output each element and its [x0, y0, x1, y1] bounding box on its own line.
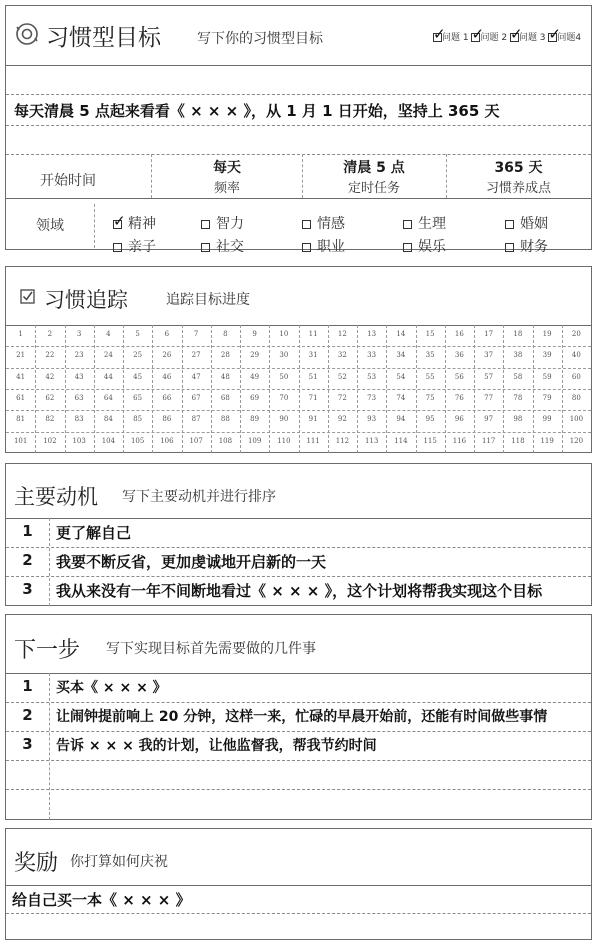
- tracking-day-cell[interactable]: 90: [279, 415, 289, 424]
- habit-tracking-card: [5, 266, 592, 453]
- tracking-day-cell[interactable]: 55: [425, 372, 435, 381]
- list-item-number: 1: [22, 677, 33, 695]
- tracking-day-cell[interactable]: 114: [394, 436, 408, 445]
- tracking-day-cell[interactable]: 2: [47, 330, 53, 338]
- checkbox-icon[interactable]: [403, 220, 412, 229]
- tracking-day-cell[interactable]: 13: [367, 330, 377, 338]
- tracking-day-cell[interactable]: 60: [571, 372, 581, 381]
- tracking-day-cell[interactable]: 21: [16, 351, 26, 360]
- tracking-day-cell[interactable]: 94: [396, 415, 406, 424]
- page-subtitle: 写下你的习惯型目标: [197, 31, 323, 47]
- domain-option[interactable]: [505, 213, 548, 233]
- list-item-number: 2: [22, 551, 33, 569]
- tracking-day-cell[interactable]: 64: [103, 394, 113, 402]
- checkbox-checked-icon[interactable]: [433, 33, 442, 42]
- tracking-day-cell[interactable]: 9: [252, 330, 257, 338]
- checkbox-icon[interactable]: [113, 243, 122, 252]
- tracking-day-cell[interactable]: 37: [484, 351, 494, 360]
- tracking-day-cell[interactable]: 95: [425, 415, 435, 424]
- tracking-day-cell[interactable]: 84: [103, 415, 113, 424]
- tracking-day-cell[interactable]: 56: [454, 372, 464, 381]
- tracking-day-cell[interactable]: 61: [16, 394, 26, 402]
- tracking-day-cell[interactable]: 41: [16, 372, 26, 381]
- tracking-day-cell[interactable]: 59: [542, 372, 552, 381]
- tracking-day-cell[interactable]: 10: [279, 330, 289, 338]
- tracking-day-cell[interactable]: 14: [396, 330, 406, 338]
- next-steps-card: [5, 614, 592, 820]
- tracking-day-cell[interactable]: 6: [164, 330, 170, 338]
- tracking-day-cell[interactable]: 89: [250, 415, 260, 424]
- tracking-day-cell[interactable]: 1: [18, 330, 23, 338]
- tracking-day-cell[interactable]: 69: [250, 394, 260, 402]
- tracking-day-cell[interactable]: 57: [484, 372, 494, 381]
- tracking-day-cell[interactable]: 33: [367, 351, 377, 360]
- tracking-day-cell[interactable]: 80: [571, 394, 581, 402]
- tracking-day-cell[interactable]: 71: [308, 394, 318, 402]
- tracking-day-cell[interactable]: 99: [542, 415, 552, 424]
- tracking-day-cell[interactable]: 120: [569, 436, 584, 445]
- tracking-day-cell[interactable]: 39: [542, 351, 552, 360]
- list-item-number: 3: [22, 735, 33, 753]
- refresh-cycle-icon: [14, 21, 40, 51]
- tracking-day-cell[interactable]: 44: [103, 372, 113, 381]
- tracking-day-cell[interactable]: 47: [191, 372, 201, 381]
- tracking-day-cell[interactable]: 28: [220, 351, 230, 360]
- domain-option-label: 精神: [128, 216, 156, 232]
- timer-value: 清晨 5 点: [343, 160, 405, 176]
- tracking-day-cell[interactable]: 101: [13, 436, 28, 445]
- tracking-day-cell[interactable]: 65: [133, 394, 143, 402]
- domain-option-label: 财务: [520, 239, 548, 255]
- domain-option[interactable]: [302, 213, 345, 233]
- tracking-day-cell[interactable]: 54: [396, 372, 406, 381]
- question-checklist: [433, 30, 581, 43]
- domain-option-label: 娱乐: [418, 239, 446, 255]
- next-steps-title: 下一步: [14, 638, 81, 663]
- domain-option[interactable]: [201, 213, 244, 233]
- tracking-day-cell[interactable]: 25: [133, 351, 143, 360]
- list-item-text: 我要不断反省，更加虔诚地开启新的一天: [56, 553, 327, 571]
- tracking-day-cell[interactable]: 119: [540, 436, 554, 445]
- tracking-day-cell[interactable]: 78: [513, 394, 523, 402]
- reward-title: 奖励: [14, 851, 59, 876]
- tracking-day-cell[interactable]: 35: [425, 351, 435, 360]
- domain-option[interactable]: [403, 213, 446, 233]
- tracking-day-cell[interactable]: 100: [569, 415, 584, 424]
- domain-option-label: 社交: [216, 239, 244, 255]
- reward-text: 给自己买一本《 × × × 》: [12, 891, 191, 909]
- tracking-day-cell[interactable]: 113: [364, 436, 379, 445]
- tracking-day-cell[interactable]: 4: [106, 330, 111, 338]
- tracking-day-cell[interactable]: 38: [513, 351, 523, 360]
- tracking-day-cell[interactable]: 93: [367, 415, 377, 424]
- question-check-2[interactable]: ✓ 问题 2: [471, 33, 507, 43]
- tracking-day-cell[interactable]: 34: [396, 351, 406, 360]
- tracking-day-cell[interactable]: 66: [162, 394, 172, 402]
- domain-option-label: 职业: [317, 239, 345, 255]
- question-check-3[interactable]: ✓ 问题 3: [510, 33, 546, 43]
- tracking-day-cell[interactable]: 11: [308, 330, 318, 338]
- tracking-day-cell[interactable]: 62: [45, 394, 55, 402]
- tracking-day-cell[interactable]: 53: [367, 372, 377, 381]
- tracking-day-cell[interactable]: 42: [45, 372, 55, 381]
- tracking-day-cell[interactable]: 73: [367, 394, 377, 402]
- tracking-day-cell[interactable]: 23: [74, 351, 84, 360]
- tracking-day-cell[interactable]: 105: [130, 436, 145, 445]
- tracking-day-cell[interactable]: 32: [337, 351, 347, 360]
- tracking-day-cell[interactable]: 106: [160, 436, 174, 445]
- tracking-day-cell[interactable]: 51: [308, 372, 318, 381]
- list-item-number: 3: [22, 580, 33, 598]
- checkbox-icon[interactable]: [201, 220, 210, 229]
- tracking-day-cell[interactable]: 109: [247, 436, 262, 445]
- tracking-day-cell[interactable]: 70: [279, 394, 289, 402]
- tracking-day-cell[interactable]: 27: [191, 351, 201, 360]
- tracking-day-cell[interactable]: 82: [45, 415, 55, 424]
- reward-subtitle: 你打算如何庆祝: [70, 854, 168, 870]
- tracking-day-cell[interactable]: 112: [335, 436, 350, 445]
- tracking-day-cell[interactable]: 16: [454, 330, 464, 338]
- tracking-day-cell[interactable]: 8: [223, 330, 228, 338]
- tracking-day-cell[interactable]: 102: [43, 436, 57, 445]
- frequency-value: 每天: [213, 160, 241, 176]
- tracking-day-cell[interactable]: 104: [101, 436, 116, 445]
- domain-option[interactable]: [113, 213, 156, 233]
- tracking-day-cell[interactable]: 92: [337, 415, 347, 424]
- checkbox-checked-icon[interactable]: [510, 33, 519, 42]
- habit-days-value: 365 天: [494, 160, 543, 176]
- timer-label: 定时任务: [347, 181, 400, 196]
- checkbox-icon[interactable]: [505, 243, 514, 252]
- list-item-text: 我从来没有一年不间断地看过《 × × × 》，这个计划将帮我实现这个目标: [56, 582, 543, 600]
- tracking-day-cell[interactable]: 67: [191, 394, 201, 402]
- domain-option[interactable]: [201, 236, 244, 256]
- checkbox-icon: [20, 289, 36, 309]
- tracking-day-cell[interactable]: 72: [337, 394, 347, 402]
- tracking-subtitle: 追踪目标进度: [166, 292, 250, 308]
- tracking-day-cell[interactable]: 108: [218, 436, 233, 445]
- tracking-day-cell[interactable]: 50: [279, 372, 289, 381]
- tracking-grid: [6, 325, 591, 453]
- tracking-day-cell[interactable]: 17: [484, 330, 494, 338]
- domain-option[interactable]: [505, 236, 548, 256]
- question-check-1[interactable]: ✓ 问题 1: [433, 33, 469, 43]
- checkbox-icon[interactable]: [505, 220, 514, 229]
- tracking-day-cell[interactable]: 48: [220, 372, 230, 381]
- tracking-day-cell[interactable]: 76: [454, 394, 464, 402]
- tracking-day-cell[interactable]: 74: [396, 394, 406, 402]
- goal-card: [5, 5, 592, 255]
- tracking-day-cell[interactable]: 3: [76, 330, 82, 338]
- reward-card: [5, 828, 592, 940]
- tracking-day-cell[interactable]: 22: [45, 351, 55, 360]
- list-item-text: 更了解自己: [56, 524, 132, 542]
- tracking-day-cell[interactable]: 29: [250, 351, 260, 360]
- motivation-card: [5, 463, 592, 606]
- tracking-day-cell[interactable]: 24: [103, 351, 113, 360]
- habit-days-label: 习惯养成点: [485, 181, 551, 196]
- tracking-day-cell[interactable]: 86: [162, 415, 172, 424]
- tracking-day-cell[interactable]: 68: [220, 394, 230, 402]
- tracking-day-cell[interactable]: 91: [308, 415, 318, 424]
- tracking-day-cell[interactable]: 117: [481, 436, 496, 445]
- tracking-day-cell[interactable]: 98: [513, 415, 523, 424]
- domain-option-label: 婚姻: [520, 216, 548, 232]
- motivation-subtitle: 写下主要动机并进行排序: [122, 489, 276, 505]
- tracking-day-cell[interactable]: 107: [189, 436, 203, 445]
- list-item-number: 2: [22, 706, 33, 724]
- tracking-day-cell[interactable]: 45: [133, 372, 143, 381]
- page-title: 习惯型目标: [46, 25, 161, 51]
- frequency-label: 频率: [213, 181, 240, 196]
- checkbox-icon[interactable]: [201, 243, 210, 252]
- tracking-day-cell[interactable]: 118: [511, 436, 525, 445]
- checkbox-icon[interactable]: [302, 220, 311, 229]
- list-item-text: 买本《 × × × 》: [56, 680, 167, 696]
- tracking-day-cell[interactable]: 43: [74, 372, 84, 381]
- tracking-day-cell[interactable]: 85: [133, 415, 143, 424]
- checkbox-checked-icon[interactable]: [471, 33, 480, 42]
- tracking-day-cell[interactable]: 77: [484, 394, 494, 402]
- domain-option-label: 生理: [418, 216, 446, 232]
- tracking-day-cell[interactable]: 49: [250, 372, 260, 381]
- list-item-text: 让闹钟提前响上 20 分钟，这样一来，忙碌的早晨开始前，还能有时间做些事情: [56, 709, 548, 725]
- tracking-day-cell[interactable]: 5: [135, 330, 140, 338]
- motivation-title: 主要动机: [14, 485, 98, 509]
- next-steps-subtitle: 写下实现目标首先需要做的几件事: [106, 641, 316, 657]
- question-check-4[interactable]: ✓ 问题4: [548, 33, 581, 43]
- tracking-day-cell[interactable]: 20: [571, 330, 581, 338]
- domain-option[interactable]: [113, 236, 156, 256]
- tracking-day-cell[interactable]: 88: [220, 415, 230, 424]
- list-item-text: 告诉 × × × 我的计划，让他监督我，帮我节约时间: [56, 738, 377, 754]
- tracking-day-cell[interactable]: 52: [337, 372, 347, 381]
- start-time-label: 开始时间: [40, 173, 96, 189]
- tracking-day-cell[interactable]: 79: [542, 394, 552, 402]
- list-item-number: 1: [22, 522, 33, 540]
- tracking-day-cell[interactable]: 12: [337, 330, 347, 338]
- domain-option[interactable]: [302, 236, 345, 256]
- tracking-title: 习惯追踪: [44, 288, 128, 312]
- tracking-day-cell[interactable]: 83: [74, 415, 84, 424]
- tracking-day-cell[interactable]: 87: [191, 415, 201, 424]
- tracking-day-cell[interactable]: 81: [16, 415, 26, 424]
- checkbox-checked-icon[interactable]: [113, 220, 122, 229]
- tracking-day-cell[interactable]: 46: [162, 372, 172, 381]
- tracking-day-cell[interactable]: 63: [74, 394, 84, 402]
- tracking-day-cell[interactable]: 103: [72, 436, 86, 445]
- tracking-day-cell[interactable]: 58: [513, 372, 523, 381]
- tracking-day-cell[interactable]: 75: [425, 394, 435, 402]
- domain-option-label: 亲子: [128, 239, 156, 255]
- tracking-day-cell[interactable]: 26: [162, 351, 172, 360]
- domain-option-label: 智力: [216, 216, 244, 232]
- tracking-day-cell[interactable]: 40: [571, 351, 581, 360]
- tracking-day-cell[interactable]: 110: [277, 436, 291, 445]
- tracking-day-cell[interactable]: 7: [193, 330, 199, 338]
- tracking-day-cell[interactable]: 36: [454, 351, 464, 360]
- tracking-day-cell[interactable]: 96: [454, 415, 464, 424]
- tracking-day-cell[interactable]: 31: [308, 351, 318, 360]
- domain-option-label: 情感: [317, 216, 345, 232]
- goal-text: 每天清晨 5 点起来看看《 × × × 》，从 1 月 1 日开始，坚持上 365 天: [14, 102, 500, 120]
- tracking-day-cell[interactable]: 116: [452, 436, 467, 445]
- checkbox-icon[interactable]: [302, 243, 311, 252]
- tracking-day-cell[interactable]: 18: [513, 330, 523, 338]
- checkbox-checked-icon[interactable]: [548, 33, 557, 42]
- domain-option[interactable]: [403, 236, 446, 256]
- tracking-day-cell[interactable]: 19: [542, 330, 552, 338]
- checkbox-icon[interactable]: [403, 243, 412, 252]
- tracking-day-cell[interactable]: 115: [423, 436, 437, 445]
- domain-label: 领域: [36, 218, 64, 234]
- tracking-day-cell[interactable]: 30: [279, 351, 289, 360]
- tracking-day-cell[interactable]: 15: [425, 330, 435, 338]
- tracking-day-cell[interactable]: 97: [484, 415, 494, 424]
- tracking-day-cell[interactable]: 111: [306, 436, 320, 445]
